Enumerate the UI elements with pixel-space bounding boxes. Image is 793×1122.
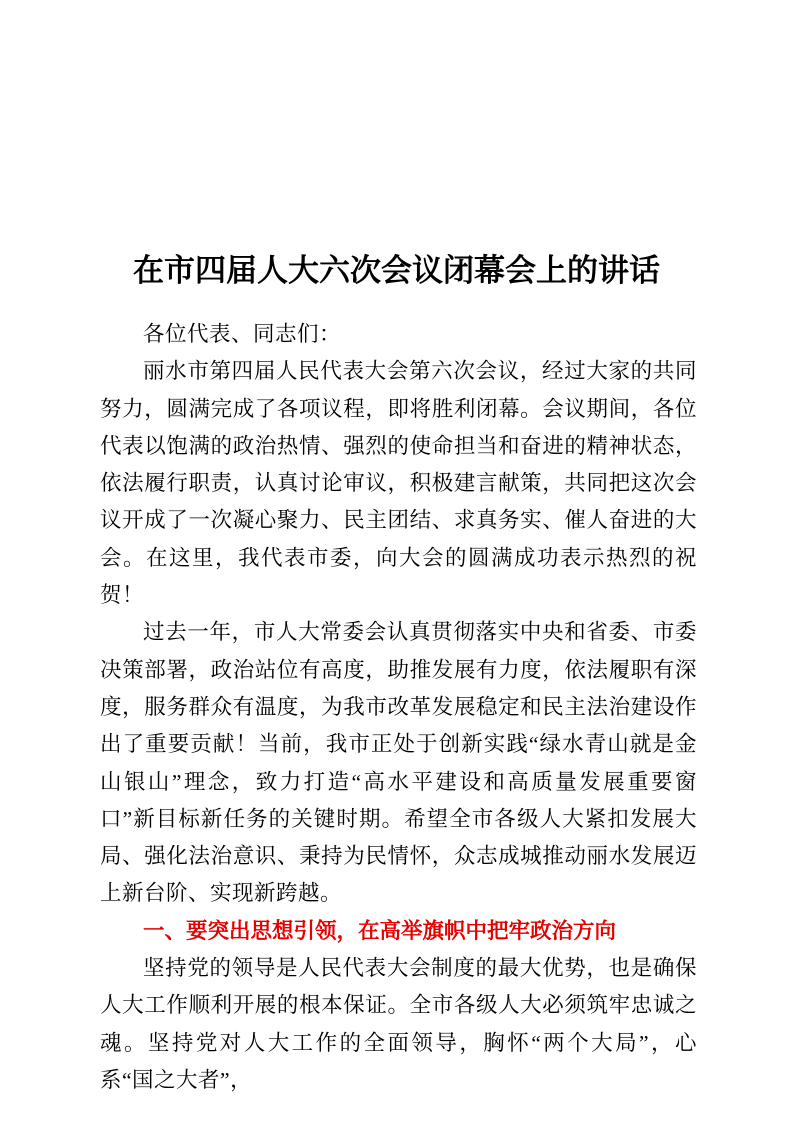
salutation-line: 各位代表、同志们：: [143, 322, 342, 346]
document-body: [100, 316, 697, 1099]
paragraph-review: 过去一年，市人大常委会认真贯彻落实中央和省委、市委决策部署，政治站位有高度，助推发展有力度，依法履职有深度，服务群众有温度，为我市改革发展稳定和民主法治建设作出了重要贡献！当前，我市正处于创新实践“绿水青山就是金山银山”理念，致力打造“高水平建设和高质量发展重要窗口”新目标新任务的关键时期。希望全市各级人大紧扣发展大局、强化法治意识、秉持为民情怀，众志成城推动丽水发展迈上新台阶、实现新跨越。: [100, 620, 697, 906]
document-title: 在市四届人大六次会议闭幕会上的讲话: [133, 252, 660, 288]
paragraph-section1-body: 坚持党的领导是人民代表大会制度的最大优势，也是确保人大工作顺利开展的根本保证。全市各级人大必须筑牢忠诚之魂。坚持党对人大工作的全面领导，胸怀“两个大局”，心系“国之大者”，: [100, 956, 697, 1092]
section-heading-1: 一、要突出思想引领，在高举旗帜中把牢政治方向: [143, 918, 617, 943]
paragraph-opening: 丽水市第四届人民代表大会第六次会议，经过大家的共同努力，圆满完成了各项议程，即将胜利闭幕。会议期间，各位代表以饱满的政治热情、强烈的使命担当和奋进的精神状态，依法履行职责，认真讨论审议，积极建言献策，共同把这次会议开成了一次凝心聚力、民主团结、求真务实、催人奋进的大会。在这里，我代表市委，向大会的圆满成功表示热烈的祝贺！: [100, 359, 697, 608]
